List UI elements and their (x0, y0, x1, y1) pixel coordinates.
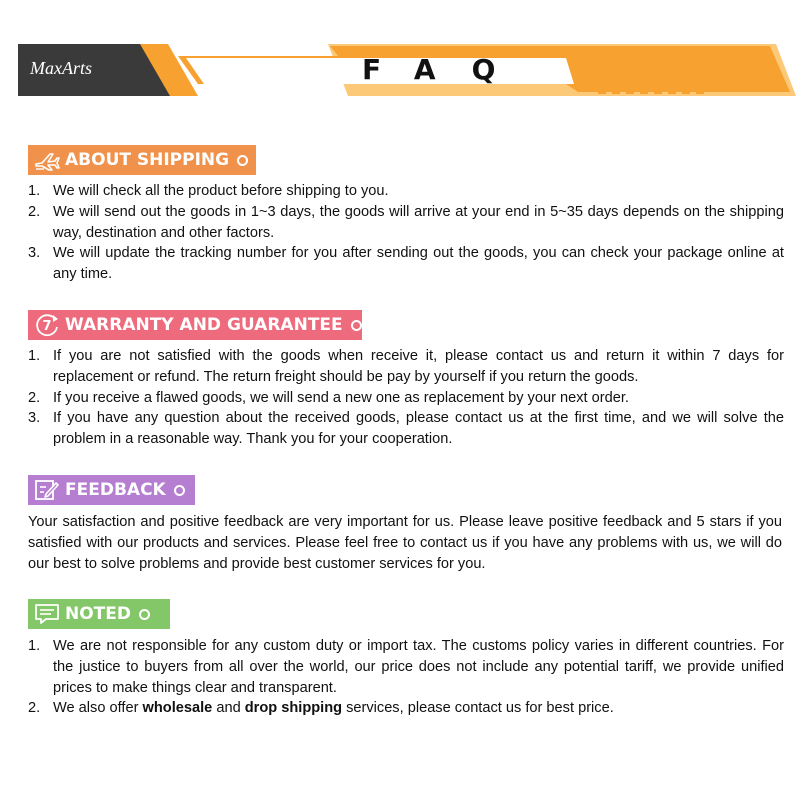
section-header-feedback (28, 475, 195, 505)
circle-icon (237, 155, 248, 166)
section-header-shipping (28, 145, 256, 175)
drop-shipping-text: drop shipping (244, 700, 343, 717)
list-item: 1. If you are not satisfied with the goods when receive it, please contact us and return it within 7 days for replacement or refund. The return freight should be pay by yourself if you return the goods. (28, 348, 784, 385)
list-item: 2. We will send out the goods in 1~3 days, the goods will arrive at your end in 5~35 days depends on the shipping way, destination and other factors. (28, 203, 784, 241)
message-icon (33, 602, 61, 626)
circle-icon (139, 609, 150, 620)
shipping-list (28, 181, 784, 285)
airplane-icon (33, 148, 61, 172)
brand-logo-text: MaxArts (30, 58, 92, 78)
list-item: 3. We will update the tracking number for you after sending out the goods, you can check your package online at any time. (28, 245, 784, 283)
feedback-text: Your satisfaction and positive feedback are very important for us. Please leave positive feedback and 5 stars if you satisfied with our products and services. Please feel free to contact us if you have any problems with us, we will do our best to solve problems and provide best customer services for you. (28, 514, 782, 572)
noted-list (28, 636, 784, 719)
section-title: ABOUT SHIPPING (65, 150, 230, 170)
header-banner (18, 44, 796, 98)
section-header-warranty (28, 310, 362, 340)
list-item: 1. We will check all the product before shipping to you. (28, 183, 389, 199)
circle-icon (351, 320, 362, 331)
section-title: NOTED (65, 604, 131, 624)
wholesale-text: wholesale (142, 700, 213, 717)
list-item: 1. We are not responsible for any custom duty or import tax. The customs policy varies in different countries. For the justice to buyers from all over the world, our price does not include any potential tariff, we provide unified prices to make things clear and transparent. (28, 638, 784, 696)
list-item: 2. We also offer wholesale and drop shipping services, please contact us for best price. (28, 700, 614, 717)
section-title: WARRANTY AND GUARANTEE (65, 315, 343, 335)
seven-day-return-icon (33, 313, 61, 337)
list-item: 3. If you have any question about the received goods, please contact us at the first time, and we will solve the problem in a reasonable way. Thank you for your cooperation. (28, 410, 784, 448)
edit-icon (33, 478, 61, 502)
circle-icon (174, 485, 185, 496)
page-title: FAQ (362, 53, 532, 86)
svg-text:7: 7 (42, 319, 52, 334)
section-header-noted (28, 599, 170, 629)
section-title: FEEDBACK (65, 480, 166, 500)
warranty-list (28, 346, 784, 450)
list-item: 2. If you receive a flawed goods, we will send a new one as replacement by your next order. (28, 389, 629, 406)
